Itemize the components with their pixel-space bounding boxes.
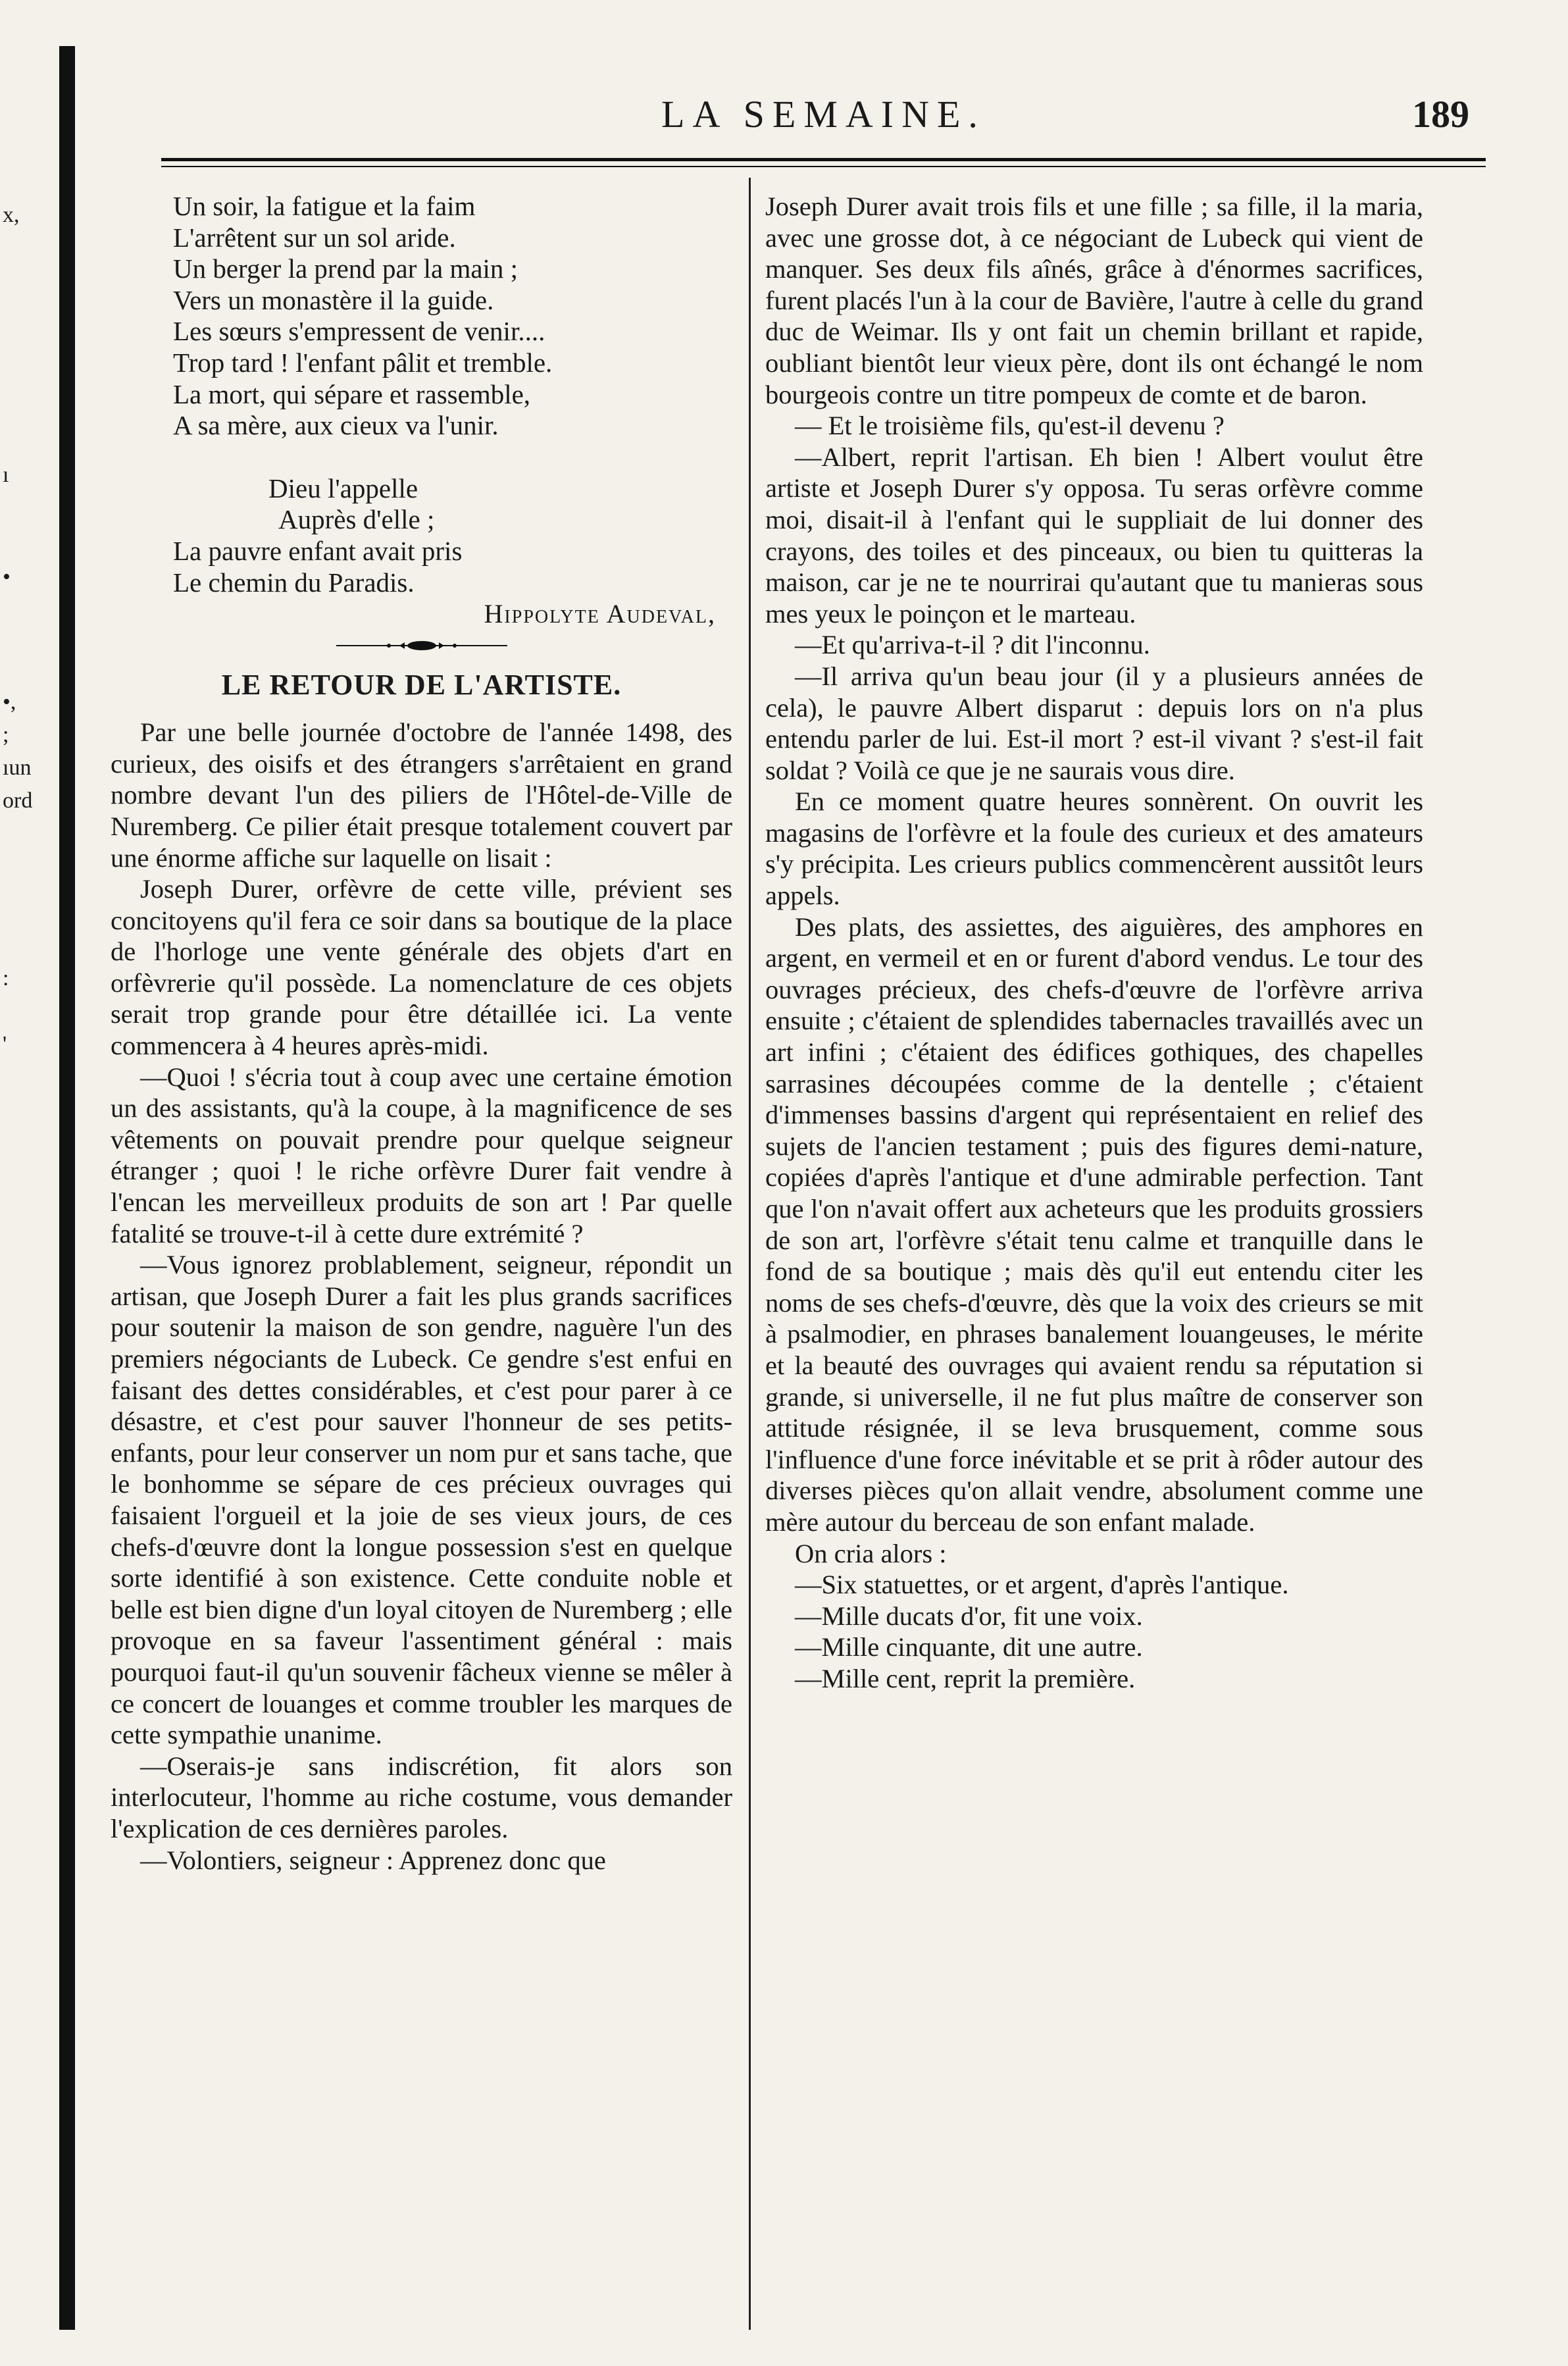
poem-line: La mort, qui sépare et rassemble, <box>173 378 531 409</box>
article-paragraph: —Quoi ! s'écria tout à coup avec une certaine émotion un des assistants, qu'à la coupe, à la magnificence de ses vêtements on pouvait prendre pour quelque seigneur étranger ; quoi ! le riche orfèvre Durer fait vendre à l'encan les merveilleux produits de son art ! Par quelle fatalité se trouve-t-il à cette dure extrémité ? <box>111 1062 732 1248</box>
poem-signature: Hippolyte Audeval, <box>484 599 716 629</box>
ornament-divider-icon <box>336 639 507 652</box>
poem-line: La pauvre enfant avait pris <box>173 535 463 566</box>
article-paragraph: En ce moment quatre heures sonnèrent. On ouvrit les magasins de l'orfèvre et la foule des curieux et des amateurs s'y précipita. Les crieurs publics commencèrent aussitôt leurs appels. <box>765 786 1423 911</box>
poem-line: Dieu l'appelle <box>268 473 418 503</box>
header-rule-thin <box>161 166 1486 167</box>
article-paragraph: —Oserais-je sans indiscrétion, fit alors son interlocuteur, l'homme au riche costume, vous demander l'explication de ces dernières paroles. <box>111 1751 732 1843</box>
dialogue-line: —Mille ducats d'or, fit une voix. <box>795 1601 1143 1631</box>
margin-fragment: ord <box>3 788 33 813</box>
dialogue-line: —Mille cent, reprit la première. <box>795 1663 1136 1693</box>
poem-line: Vers un monastère il la guide. <box>173 284 494 315</box>
poem-line: Auprès d'elle ; <box>278 504 435 535</box>
left-column <box>111 191 732 1876</box>
article-title: LE RETOUR DE L'ARTISTE. <box>221 669 622 702</box>
article-paragraph: Joseph Durer, orfèvre de cette ville, prévient ses concitoyens qu'il fera ce soir dans sa boutique de la place de l'horloge une vente générale des objets d'art en orfèvrerie qu'il possède. La nomenclature de ces objets serait trop grande pour être détaillée ici. La vente commencera à 4 heures après-midi. <box>111 874 732 1061</box>
poem-stanza-1 <box>111 191 732 442</box>
dialogue-line: —Six statuettes, or et argent, d'après l'antique. <box>795 1570 1289 1600</box>
margin-fragment: ; <box>3 723 9 747</box>
left-margin-fragments <box>0 145 56 1066</box>
margin-fragment: ' <box>3 1032 7 1056</box>
margin-fragment: x, <box>3 203 20 227</box>
page-header <box>164 92 1482 145</box>
poem-stanza-2 <box>111 473 732 598</box>
poem-line: Le chemin du Paradis. <box>173 567 415 598</box>
article-paragraph: —Vous ignorez problablement, seigneur, répondit un artisan, que Joseph Durer a fait les plus grands sacrifices pour soutenir la maison de son gendre, naguère l'un des premiers négociants de Lubeck. Ce gendre s'est enfui en faisant des dettes considérables, et c'est pour parer à ce désastre, et c'est pour sauver l'honneur de ses petits-enfants, pour leur conserver un nom pur et sans tache, que le bonhomme se sépare de ces précieux ouvrages qui faisaient l'orgueil et la joie de ses vieux jours, de ces chefs-d'œuvre dont la longue possession s'est en quelque sorte identifié à son existence. Cette conduite noble et belle est bien digne d'un loyal citoyen de Nuremberg ; elle provoque en sa faveur l'assentiment général : mais pourquoi faut-il qu'un souvenir fâcheux vienne se mêler à ce concert de louanges et comme troubler les marques de cette sympathie unanime. <box>111 1250 732 1750</box>
dialogue-line: —Mille cinquante, dit une autre. <box>795 1632 1143 1662</box>
article-paragraph: —Albert, reprit l'artisan. Eh bien ! Albert voulut être artiste et Joseph Durer s'y opposa. Tu seras orfèvre comme moi, disait-il à l'enfant qui le suppliait de lui donner des crayons, des toiles et des pinceaux, ou bien tu quitteras la maison, car je ne te nourrirai qu'autant que tu manieras sous mes yeux le poinçon et le marteau. <box>765 442 1423 629</box>
poem-line: Un soir, la fatigue et la faim <box>173 191 476 221</box>
right-column <box>765 191 1423 1695</box>
article-paragraph: —Il arriva qu'un beau jour (il y a plusieurs années de cela), le pauvre Albert disparut : depuis lors on n'a plus entendu parler de lui. Est-il mort ? est-il vivant ? s'est-il fait soldat ? Voilà ce que je ne saurais vous dire. <box>765 661 1423 785</box>
margin-fragment: • <box>3 565 11 589</box>
poem-line: Un berger la prend par la main ; <box>173 253 518 284</box>
poem-line: A sa mère, aux cieux va l'unir. <box>173 410 499 441</box>
article-paragraph: — Et le troisième fils, qu'est-il devenu ? <box>795 411 1225 441</box>
binding-bar <box>59 46 75 2330</box>
running-title: LA SEMAINE. <box>661 93 986 136</box>
margin-fragment: ıun <box>3 756 32 780</box>
poem-line: L'arrêtent sur un sol aride. <box>173 222 456 253</box>
article-paragraph: Par une belle journée d'octobre de l'année 1498, des curieux, des oisifs et des étrangers s'arrêtaient en grand nombre devant l'un des piliers de l'Hôtel-de-Ville de Nuremberg. Ce pilier était presque totalement couvert par une énorme affiche sur laquelle on lisait : <box>111 717 732 873</box>
poem-line: Trop tard ! l'enfant pâlit et tremble. <box>173 347 553 378</box>
margin-fragment: : <box>3 966 9 990</box>
margin-fragment: •, <box>3 690 16 714</box>
article-paragraph: Joseph Durer avait trois fils et une fille ; sa fille, il la maria, avec une grosse dot, à ce négociant de Lubeck qui vient de manquer. Ses deux fils aînés, grâce à d'énormes sacrifices, furent placés l'un à la cour de Bavière, l'autre à celle du grand duc de Weimar. Ils y ont fait un chemin brillant et rapide, oubliant bientôt leur vieux père, dont ils ont échangé le nom bourgeois contre un titre pompeux de comte et de baron. <box>765 192 1423 409</box>
header-rule-thick <box>161 158 1486 161</box>
column-divider <box>749 178 751 2330</box>
page-number: 189 <box>1412 93 1469 136</box>
article-paragraph: Des plats, des assiettes, des aiguières, des amphores en argent, en vermeil et en or furent d'abord vendus. Le tour des ouvrages précieux, des chefs-d'œuvre de l'orfèvre arriva ensuite ; c'étaient de splendides tabernacles travaillés avec un art infini ; c'étaient des édifices gothiques, des chapelles sarrasines découpées comme de la dentelle ; c'étaient d'immenses bassins d'argent qui représentaient en relief des sujets de l'ancien testament ; puis des figures demi-nature, copiées d'après l'antique et d'une admirable perfection. Tant que l'on n'avait offert aux acheteurs que les produits grossiers de son art, l'orfèvre s'était tenu calme et tranquille dans le fond de sa boutique ; mais dès qu'il eut entendu citer les noms de ses chefs-d'œuvre, dès que la voix des crieurs se mit à psalmodier, en phrases banalement louangeuses, le mérite et la beauté des ouvrages qui avaient rendu sa réputation si grande, si universelle, il ne fut plus maître de conserver son attitude résignée, il se leva brusquement, comme sous l'influence d'une force inévitable et se prit à rôder autour des diverses pièces qu'on allait vendre, absolument comme une mère autour du berceau de son enfant malade. <box>765 912 1423 1537</box>
article-paragraph: —Et qu'arriva-t-il ? dit l'inconnu. <box>795 630 1150 660</box>
margin-fragment: ı <box>3 463 9 487</box>
dialogue-line: On cria alors : <box>795 1538 947 1568</box>
article-paragraph: —Volontiers, seigneur : Apprenez donc que <box>140 1845 606 1875</box>
poem-line: Les sœurs s'empressent de venir.... <box>173 316 545 347</box>
